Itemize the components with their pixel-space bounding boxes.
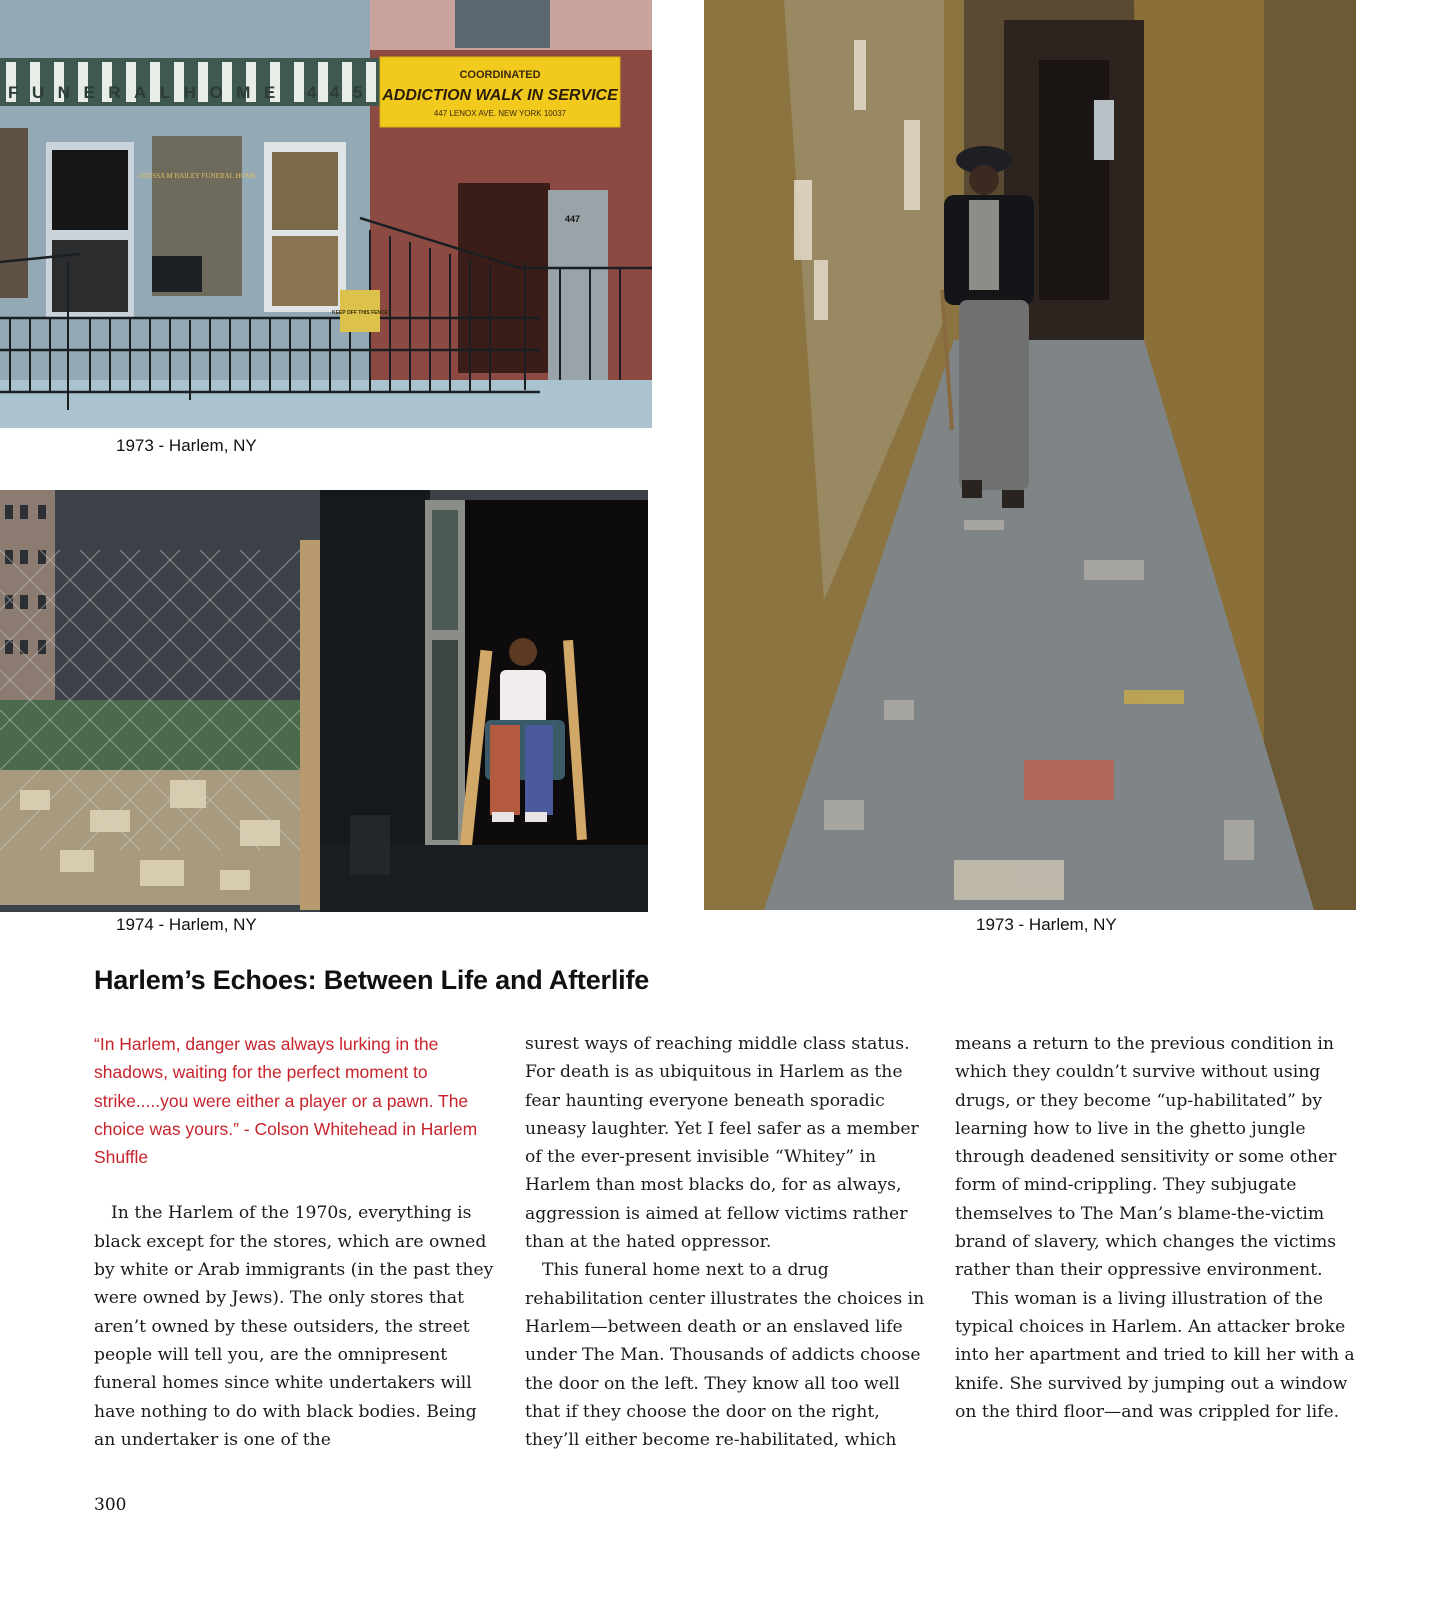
page-number: 300 — [94, 1495, 127, 1515]
text-column-3 — [955, 1030, 1360, 1426]
pull-quote: “In Harlem, danger was always lurking in the shadows, waiting for the perfect moment to strike.....you were either a player or a pawn. The choice was yours.” - Colson Whitehead in Harlem Shuffle — [94, 1034, 478, 1168]
photo-funeral-home — [0, 0, 652, 428]
sign-line-3: 447 LENOX AVE. NEW YORK 10037 — [433, 109, 567, 118]
fence-sign-text: KEEP OFF THIS FENCE — [331, 310, 389, 316]
photo-littered-corridor — [704, 0, 1356, 910]
body-paragraph: In the Harlem of the 1970s, everything is black except for the stores, which are owned by white or Arab immigrants (in the past they were owned by Jews). The only stores that aren’t owned by these outsiders, the street people will tell you, are the omnipresent funeral homes since white undertakers will have nothing to do with black bodies. Being an undertaker is one of the — [94, 1203, 494, 1450]
text-column-1 — [94, 1030, 499, 1454]
awning-text: FUNERALHOME 445 — [8, 83, 376, 102]
text-column-2 — [525, 1030, 930, 1454]
window-lettering: ODESSA M BAILEY FUNERAL HOME — [137, 172, 257, 180]
photo-caption: 1973 - Harlem, NY — [976, 915, 1117, 934]
photo-caption: 1974 - Harlem, NY — [116, 915, 257, 934]
article-heading: Harlem’s Echoes: Between Life and Afterlife — [94, 965, 650, 995]
addiction-service-sign — [380, 57, 620, 127]
sign-line-2: ADDICTION WALK IN SERVICE — [382, 87, 618, 104]
door-number: 447 — [565, 214, 581, 224]
awning — [0, 58, 380, 106]
body-paragraph: This funeral home next to a drug rehabilitation center illustrates the choices in Harlem—between death or an enslaved life under The Man. Thousands of addicts choose the door on the left. They know all too well that if they choose the door on the right, they’ll either become re-habilitated, which — [525, 1260, 925, 1451]
photo-woman-with-crutches — [0, 490, 648, 912]
body-paragraph: means a return to the previous condition in which they couldn’t survive without using drugs, or they become “up-habilitated” by learning how to live in the ghetto jungle through deadened sensitivity or some other form of mind-crippling. They subjugate themselves to The Man’s blame-the-victim brand of slavery, which changes the victims rather than their oppressive environment. — [955, 1034, 1337, 1281]
sign-line-1: COORDINATED — [459, 69, 541, 81]
body-paragraph: This woman is a living illustration of the typical choices in Harlem. An attacker broke into her apartment and tried to kill her with a knife. She survived by jumping out a window on the third floor—and was crippled for life. — [955, 1288, 1355, 1422]
body-paragraph: surest ways of reaching middle class status. For death is as ubiquitous in Harlem as the fear haunting everyone beneath sporadic uneasy laughter. Yet I feel safer as a member of the ever-present invisible “Whitey” in Harlem than most blacks do, for as always, aggression is aimed at fellow victims rather than at the hated oppressor. — [525, 1034, 919, 1253]
photo-caption: 1973 - Harlem, NY — [116, 436, 257, 455]
